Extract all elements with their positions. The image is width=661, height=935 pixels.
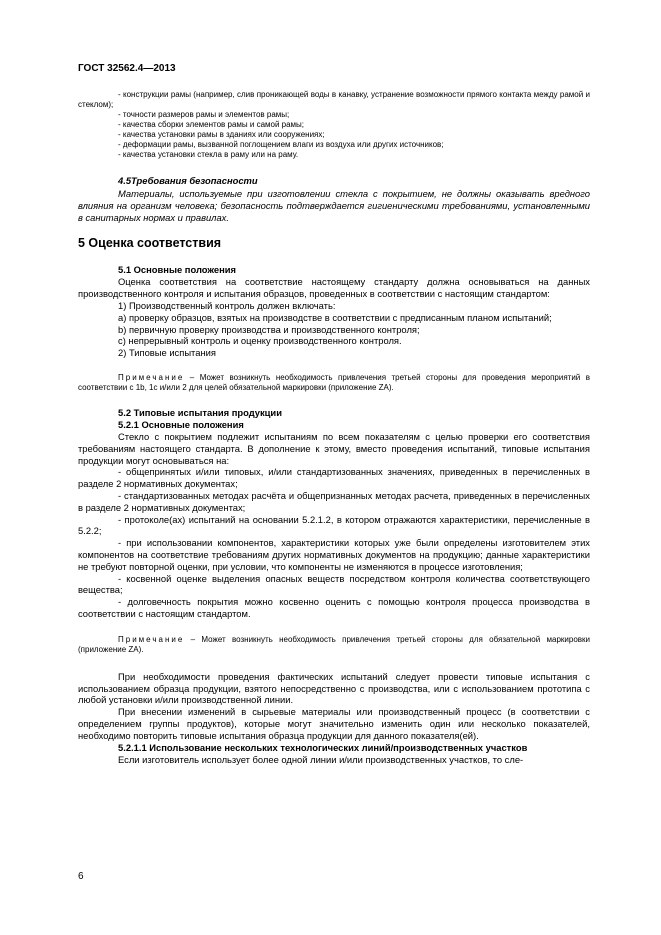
note-label: Примечание <box>118 634 185 644</box>
chapter-heading: 5 Оценка соответствия <box>78 236 222 251</box>
page-content <box>78 90 590 765</box>
paragraph: Если изготовитель использует более одной линии и/или производственных участков, то сле- <box>118 753 524 765</box>
note-label: Примечание <box>118 372 185 382</box>
paragraph: а) проверку образцов, взятых на производстве в соответствии с предписанным планом испытаний; <box>118 311 552 323</box>
list-item: - качества сборки элементов рамы и самой рамы; <box>118 120 305 129</box>
list-item: - качества установки рамы в зданиях или сооружениях; <box>118 130 325 139</box>
note <box>78 635 590 655</box>
section-4-5 <box>78 175 590 223</box>
paragraph: При необходимости проведения фактических испытаний следует провести типовые испытания с использованием образца продукции, взятого непосредственно с производства, или с использованием прототипа с любой установки и/или производственной линии. <box>78 670 590 706</box>
list-item: - долговечность покрытия можно косвенно оценить с помощью контроля процесса производства в соответствии с настоящим стандартом. <box>78 596 590 619</box>
list-item: - качества установки стекла в раму или на раму. <box>118 150 299 159</box>
section-heading: 5.1 Основные положения <box>118 264 237 276</box>
note-text: – Может возникнуть необходимость привлечения третьей стороны для проведения мероприятий в соответствии с 1b, 1c и/или 2 для целей обязательной маркировки (приложение ZA). <box>78 372 590 392</box>
frame-quality-list <box>78 90 590 160</box>
list-item: - точности размеров рамы и элементов рамы; <box>118 110 290 119</box>
document-header: ГОСТ 32562.4—2013 <box>78 63 176 74</box>
paragraph: с) непрерывный контроль и оценку производственного контроля. <box>118 335 402 347</box>
section-5-2 <box>78 407 590 765</box>
paragraph: Стекло с покрытием подлежит испытаниям по всем показателям с целью проверки его соответствия требованиям настоящего стандарта. В дополнение к этому, вместо проведения испытаний, типовые испытания продукции могут основываться на: <box>78 430 590 466</box>
note <box>78 373 590 393</box>
paragraph: При внесении изменений в сырьевые материалы или производственный процесс (в соответствии с определением группы продуктов), которые могут значительно изменить один или несколько показателей, необходимо повторить типовые испытания образца продукции для данного показателя(ей). <box>78 706 590 741</box>
list-item: - стандартизованных методах расчёта и общепризнанных методах расчета, приведенных в перечисленных в разделе 2 нормативных документах; <box>78 489 590 513</box>
note-text: – Может возникнуть необходимость привлечения третьей стороны для обязательной маркировки (приложение ZA). <box>78 634 590 654</box>
subsection-heading: 5.2.1 Основные положения <box>118 418 244 430</box>
section-text: Материалы, используемые при изготовлении стекла с покрытием, не должны оказывать вредного влияния на организм человека; безопасность подтверждается гигиеническими требованиями, установленными в санитарных нормах и правилах. <box>78 188 590 223</box>
list-item: - конструкции рамы (например, слив проникающей воды в канавку, устранение возможности прямого контакта между рамой и стеклом); <box>78 90 590 109</box>
subsection-heading: 5.2.1.1 Использование нескольких технологических линий/производственных участков <box>118 741 528 753</box>
list-item: - деформации рамы, вызванной поглощением влаги из воздуха или других источников; <box>118 140 444 149</box>
list-item: - общепринятых и/или типовых, и/или стандартизованных значениях, приведенных в перечисленных в разделе 2 нормативных документах; <box>78 466 590 490</box>
paragraph: Оценка соответствия на соответствие настоящему стандарту должна основываться на данных производственного контроля и испытания образцов, проведенных в соответствии с настоящим стандартом: <box>78 276 590 300</box>
list-item: - протоколе(ах) испытаний на основании 5.2.1.2, в котором отражаются характеристики, перечисленные в 5.2.2; <box>78 513 590 537</box>
paragraph: 1) Производственный контроль должен включать: <box>118 299 336 311</box>
list-item: - при использовании компонентов, характеристики которых уже были определены изготовителем этих компонентов на соответствие требованиям других нормативных документов на продукцию; данные характеристики не требуют повторной оценки, при условии, что компоненты не изменяются в процессе изготовления; <box>78 537 590 572</box>
page-number: 6 <box>78 871 84 882</box>
section-heading: 5.2 Типовые испытания продукции <box>118 406 282 418</box>
section-5-1 <box>78 264 590 393</box>
list-item: - косвенной оценке выделения опасных веществ посредством контроля количества соответствующего вещества; <box>78 572 590 596</box>
section-heading: 4.5Требования безопасности <box>118 175 258 186</box>
paragraph: 2) Типовые испытания <box>118 347 216 359</box>
paragraph: b) первичную проверку производства и производственного контроля; <box>118 323 420 335</box>
